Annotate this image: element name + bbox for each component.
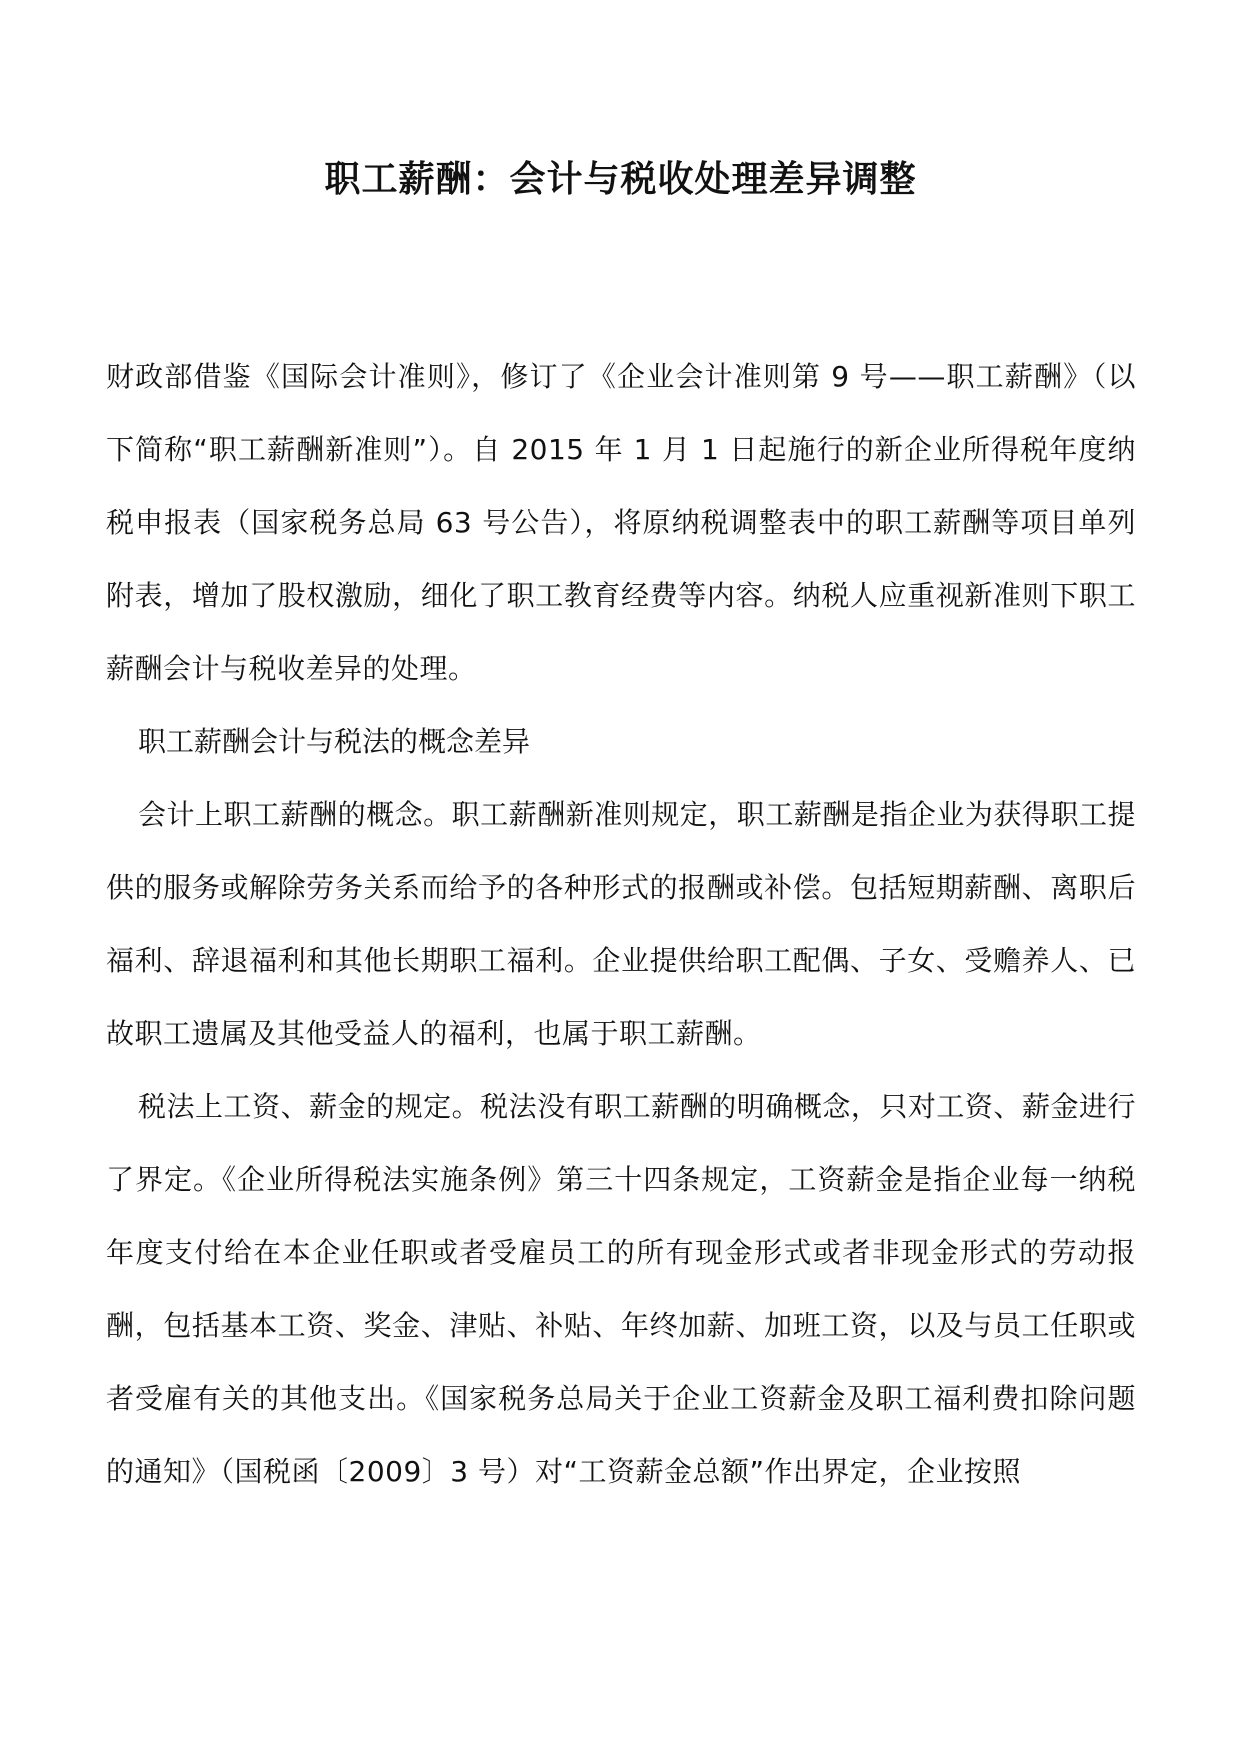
- document-title: 职工薪酬：会计与税收处理差异调整: [324, 158, 917, 200]
- section-heading-concept-difference: 职工薪酬会计与税法的概念差异: [138, 725, 531, 758]
- accounting-concept-paragraph: 会计上职工薪酬的概念。职工薪酬新准则规定，职工薪酬是指企业为获得职工提供的服务或解除劳务关系而给予的各种形式的报酬或补偿。包括短期薪酬、离职后福利、辞退福利和其他长期职工福利。企业提供给职工配偶、子女、受赡养人、已故职工遗属及其他受益人的福利，也属于职工薪酬。: [106, 798, 1136, 1050]
- tax-law-paragraph: 税法上工资、薪金的规定。税法没有职工薪酬的明确概念，只对工资、薪金进行了界定。《企业所得税法实施条例》第三十四条规定，工资薪金是指企业每一纳税年度支付给在本企业任职或者受雇员工的所有现金形式或者非现金形式的劳动报酬，包括基本工资、奖金、津贴、补贴、年终加薪、加班工资，以及与员工任职或者受雇有关的其他支出。《国家税务总局关于企业工资薪金及职工福利费扣除问题的通知》（国税函〔2009〕3 号）对“工资薪金总额”作出界定，企业按照: [106, 1090, 1136, 1488]
- document-body: [106, 340, 1136, 1508]
- intro-paragraph: 财政部借鉴《国际会计准则》，修订了《企业会计准则第 9 号——职工薪酬》（以下简称“职工薪酬新准则”）。自 2015 年 1 月 1 日起施行的新企业所得税年度纳税申报表（国家税务总局 63 号公告），将原纳税调整表中的职工薪酬等项目单列附表，增加了股权激励，细化了职工教育经费等内容。纳税人应重视新准则下职工薪酬会计与税收差异的处理。: [106, 360, 1136, 685]
